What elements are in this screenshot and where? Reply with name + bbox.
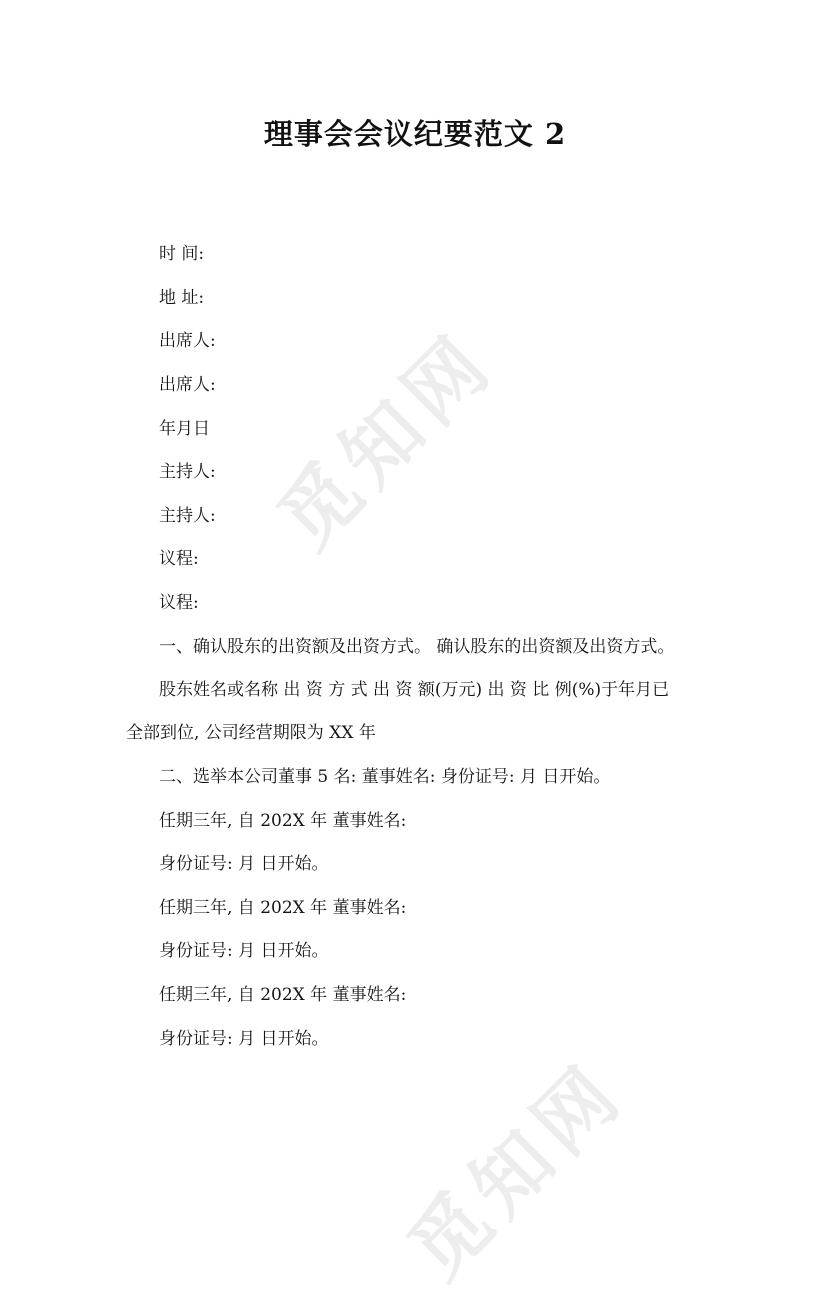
document-title: 理事会会议纪要范文 2 <box>263 117 567 151</box>
watermark: 觅知网 <box>391 1045 643 1297</box>
paragraph-item-2: 二、选举本公司董事 5 名: 董事姓名: 身份证号: 月 日开始。 <box>159 767 611 787</box>
field-agenda: 议程: <box>159 593 199 613</box>
field-attendees: 出席人: <box>159 375 216 395</box>
field-host: 主持人: <box>159 506 216 526</box>
field-attendees: 出席人: <box>159 331 216 351</box>
paragraph-shareholders: 股东姓名或名称 出 资 方 式 出 资 额(万元) 出 资 比 例(%)于年月已 <box>159 680 670 700</box>
field-date: 年月日 <box>159 419 210 439</box>
paragraph-shareholders-cont: 全部到位, 公司经营期限为 XX 年 <box>126 723 376 743</box>
paragraph-term: 任期三年, 自 202X 年 董事姓名: <box>159 898 407 918</box>
paragraph-id: 身份证号: 月 日开始。 <box>159 854 329 874</box>
field-agenda: 议程: <box>159 549 199 569</box>
field-host: 主持人: <box>159 462 216 482</box>
paragraph-term: 任期三年, 自 202X 年 董事姓名: <box>159 985 407 1005</box>
paragraph-id: 身份证号: 月 日开始。 <box>159 1029 329 1049</box>
field-time: 时 间: <box>159 244 205 264</box>
watermark: 觅知网 <box>261 315 513 567</box>
field-address: 地 址: <box>159 288 205 308</box>
paragraph-item-1: 一、确认股东的出资额及出资方式。 确认股东的出资额及出资方式。 <box>159 637 675 657</box>
paragraph-term: 任期三年, 自 202X 年 董事姓名: <box>159 811 407 831</box>
paragraph-id: 身份证号: 月 日开始。 <box>159 941 329 961</box>
